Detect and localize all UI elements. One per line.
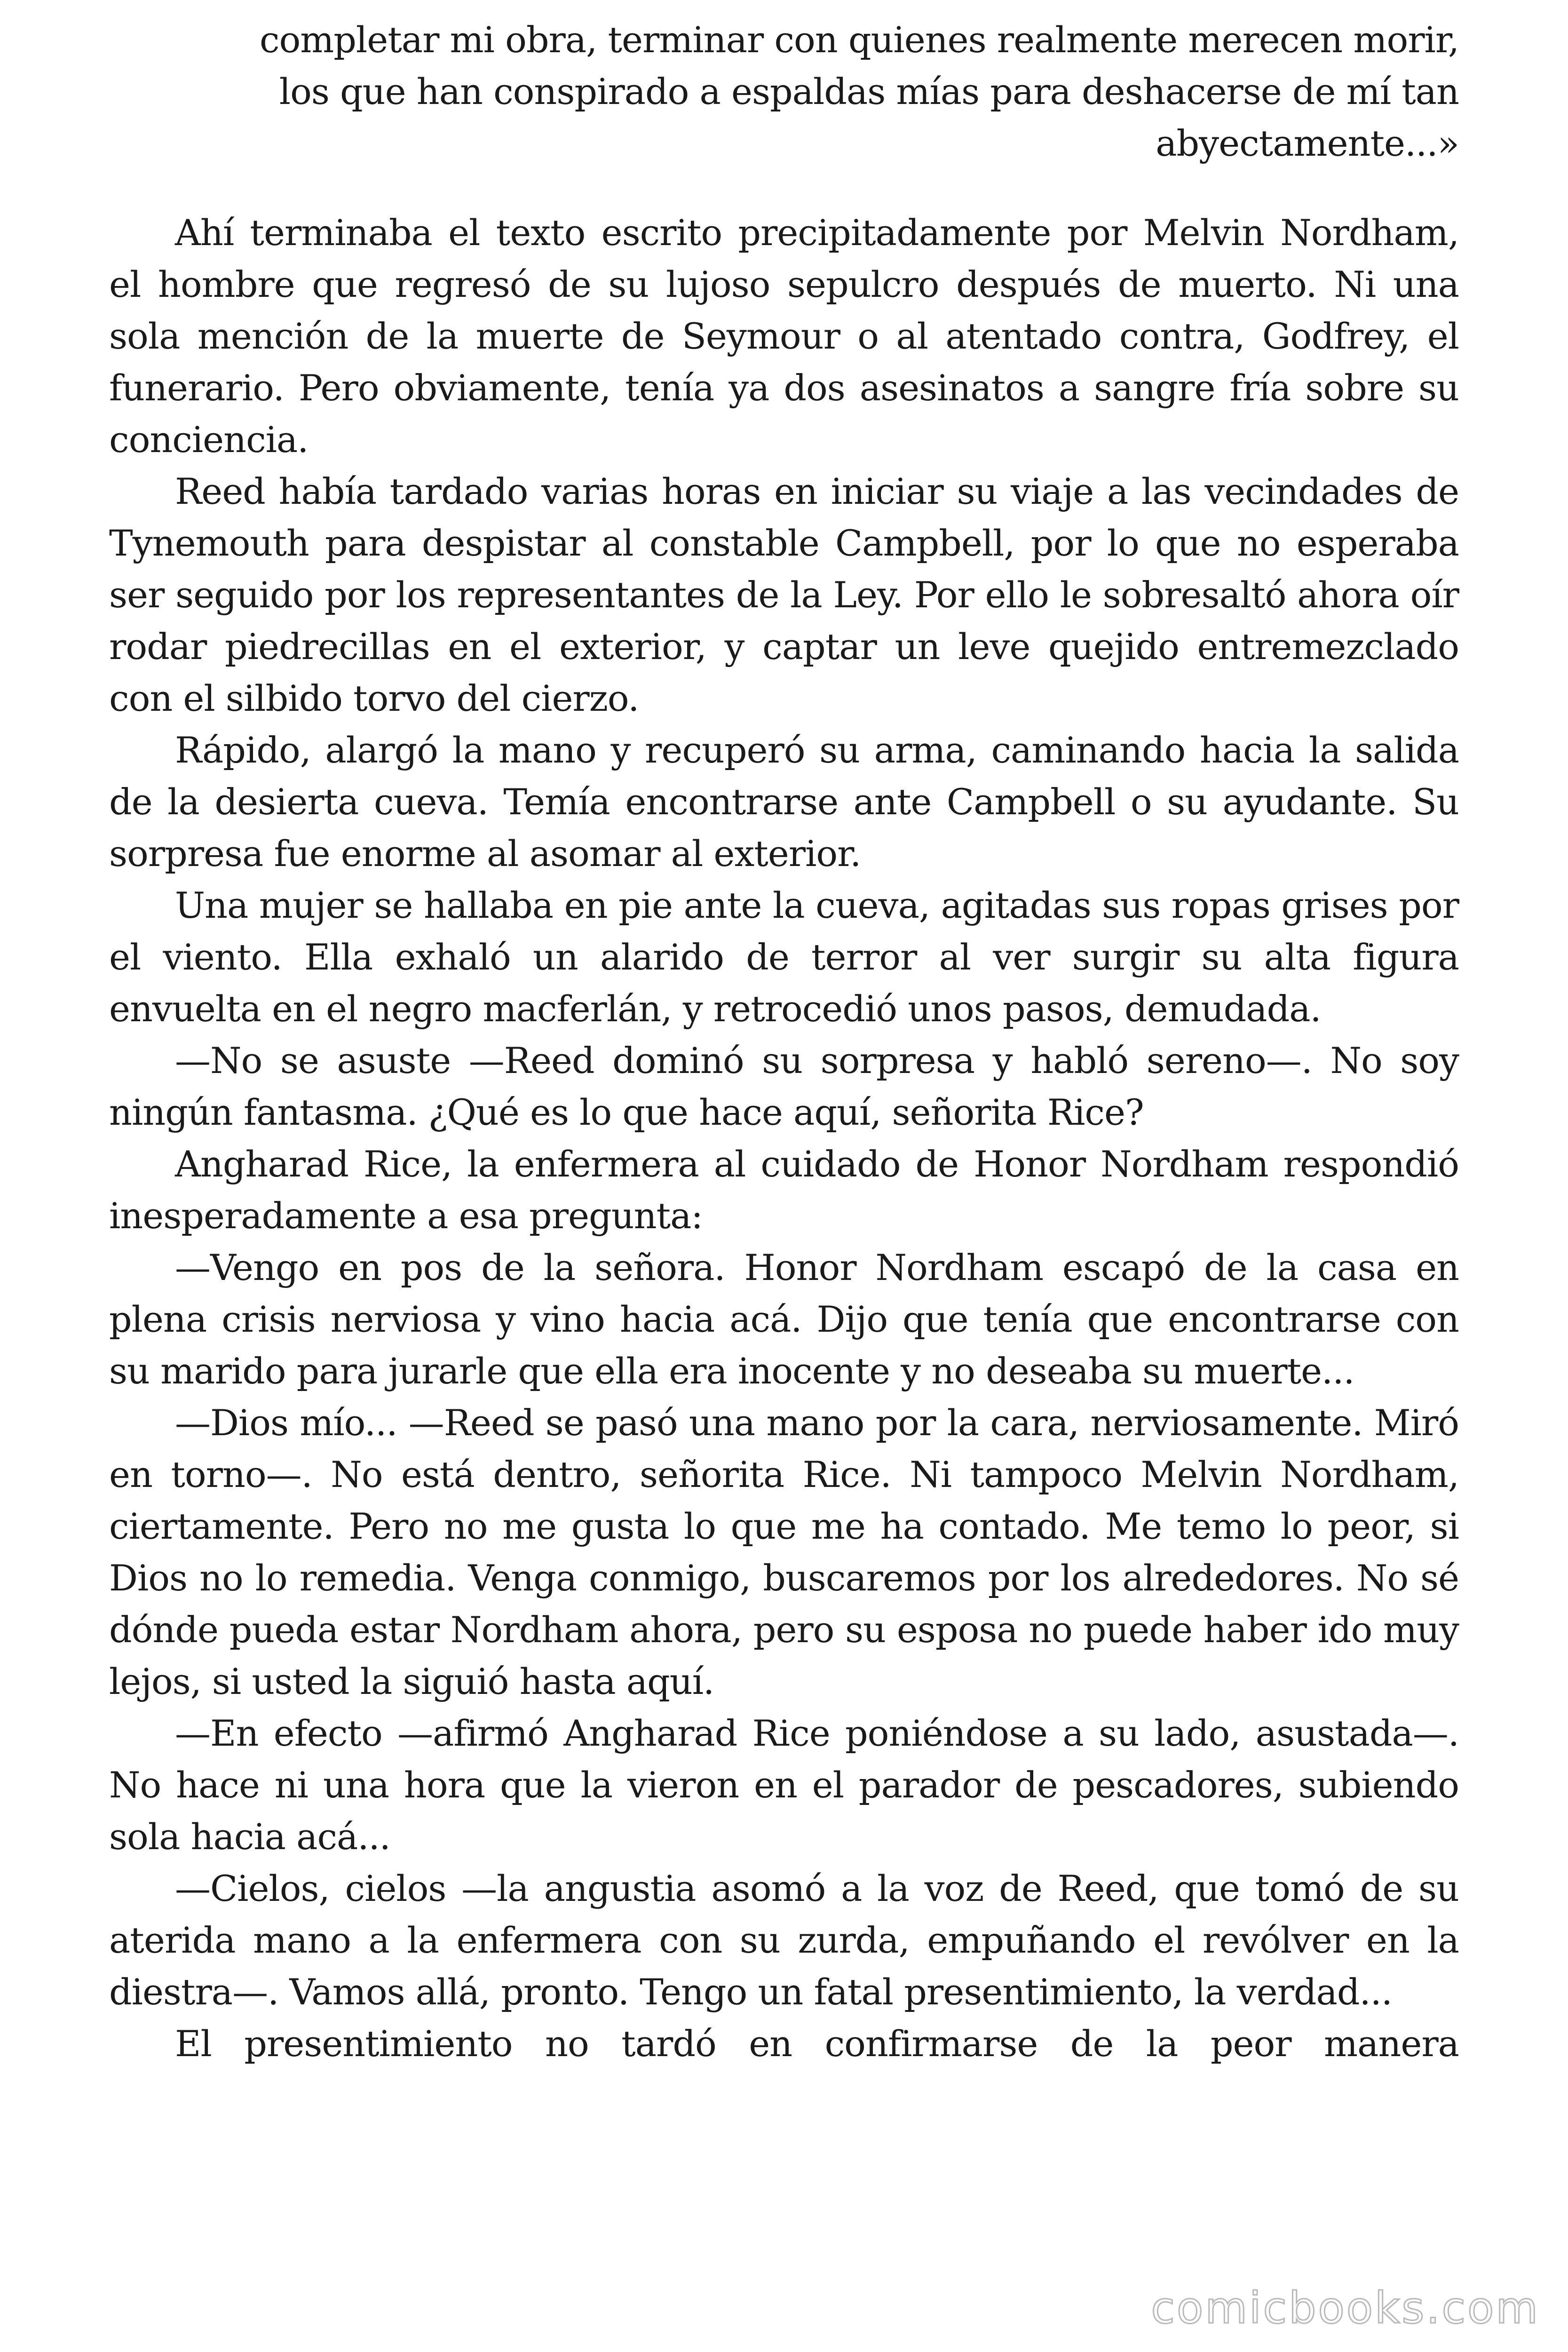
paragraph: Una mujer se hallaba en pie ante la cueva, agitadas sus ropas grises por el viento. Ella exhaló un alarido de terror al ver surgir su alta figura envuelta en el negro macferlán, y retrocedió unos pasos, demudada.	[109, 884, 1459, 1030]
quote-line: completar mi obra, terminar con quienes realmente merecen morir,	[259, 19, 1459, 61]
paragraph: Reed había tardado varias horas en iniciar su viaje a las vecindades de Tynemouth para despistar al constable Campbell, por lo que no esperaba ser seguido por los representantes de la Ley. Por ello le sobresaltó ahora oír rodar piedrecillas en el exterior, y captar un leve quejido entremezclado con el silbido torvo del cierzo.	[109, 470, 1459, 719]
paragraph: —No se asuste —Reed dominó su sorpresa y habló sereno—. No soy ningún fantasma. ¿Qué es lo que hace aquí, señorita Rice?	[109, 1040, 1459, 1133]
paragraph: —En efecto —afirmó Angharad Rice poniéndose a su lado, asustada—. No hace ni una hora que la vieron en el parador de pescadores, subiendo sola hacia acá...	[109, 1712, 1459, 1858]
watermark-logo: comicbooks.com	[1151, 2283, 1540, 2333]
quote-block	[170, 14, 1459, 169]
quote-line: los que han conspirado a espaldas mías para deshacerse de mí tan	[279, 71, 1459, 112]
paragraph: —Dios mío... —Reed se pasó una mano por la cara, nerviosamente. Miró en torno—. No está dentro, señorita Rice. Ni tampoco Melvin Nordham, ciertamente. Pero no me gusta lo que me ha contado. Me temo lo peor, si Dios no lo remedia. Venga conmigo, buscaremos por los alrededores. No sé dónde pueda estar Nordham ahora, pero su esposa no puede haber ido muy lejos, si usted la siguió hasta aquí.	[109, 1402, 1459, 1702]
paragraph: Ahí terminaba el texto escrito precipitadamente por Melvin Nordham, el hombre que regresó de su lujoso sepulcro después de muerto. Ni una sola mención de la muerte de Seymour o al atentado contra, Godfrey, el funerario. Pero obviamente, tenía ya dos asesinatos a sangre fría sobre su conciencia.	[109, 212, 1459, 461]
paragraph: El presentimiento no tardó en confirmarse de la peor manera	[175, 2023, 1459, 2065]
quote-line: abyectamente...»	[1156, 122, 1459, 164]
paragraph: —Cielos, cielos —la angustia asomó a la voz de Reed, que tomó de su aterida mano a la enfermera con su zurda, empuñando el revólver en la diestra—. Vamos allá, pronto. Tengo un fatal presentimiento, la verdad...	[109, 1867, 1459, 2013]
book-page	[109, 14, 1459, 2070]
paragraph: Angharad Rice, la enfermera al cuidado de Honor Nordham respondió inesperadamente a esa pregunta:	[109, 1143, 1459, 1237]
paragraph: Rápido, alargó la mano y recuperó su arma, caminando hacia la salida de la desierta cueva. Temía encontrarse ante Campbell o su ayudante. Su sorpresa fue enorme al asomar al exterior.	[109, 729, 1459, 874]
section-gap	[109, 169, 1459, 207]
paragraph: —Vengo en pos de la señora. Honor Nordham escapó de la casa en plena crisis nerviosa y vino hacia acá. Dijo que tenía que encontrarse con su marido para jurarle que ella era inocente y no deseaba su muerte...	[109, 1247, 1459, 1392]
